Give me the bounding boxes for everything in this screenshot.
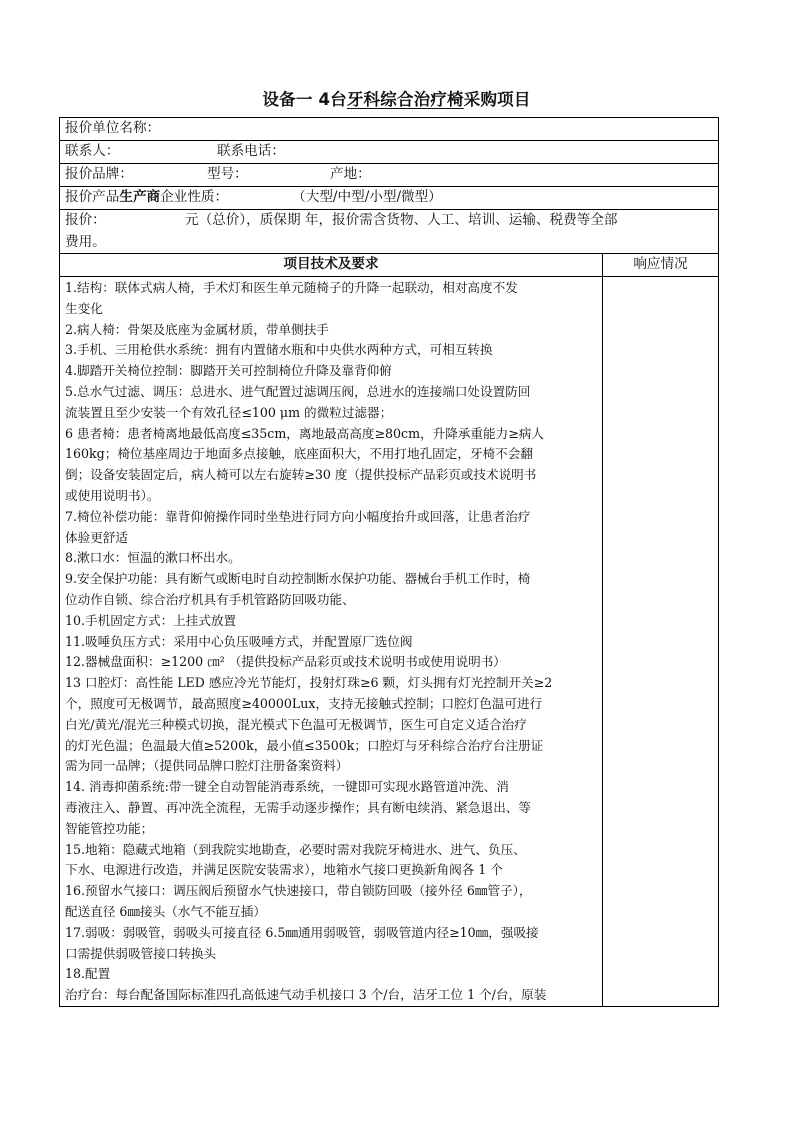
response-header: 响应情况 (603, 254, 719, 277)
requirement-line: 或使用说明书）。 (65, 487, 160, 503)
requirement-line: 14. 消毒抑菌系统:带一键全自动智能消毒系统，一键即可实现水路管道冲洗、消 (65, 779, 509, 795)
quote-unit-row (60, 118, 719, 141)
title-underlined: 牙科综合治疗椅 (346, 90, 464, 109)
requirement-line: 13 口腔灯：高性能 LED 感应冷光节能灯，投射灯珠≥6 颗，灯头拥有灯光控制开关≥2 (65, 675, 553, 691)
requirement-line: 11.吸唾负压方式：采用中心负压吸唾方式，并配置原厂选位阀 (65, 633, 413, 649)
requirement-line: 6 患者椅：患者椅离地最低高度≤35cm，离地最高高度≥80cm，升降承重能力≥病人 (65, 425, 544, 441)
requirements-row (60, 277, 719, 1007)
requirement-line: 智能管控功能； (65, 820, 154, 836)
requirement-line: 9.安全保护功能：具有断气或断电时自动控制断水保护功能、器械台手机工作时，椅 (65, 571, 531, 587)
requirement-line: 流装置且至少安装一个有效孔径≤100 μm 的微粒过滤器； (65, 404, 393, 420)
contact-row (60, 141, 719, 164)
requirement-line: 倒；设备安装固定后，病人椅可以左右旋转≥30 度（提供投标产品彩页或技术说明书 (65, 467, 537, 483)
enterprise-suffix: 企业性质： (160, 189, 229, 205)
requirement-line: 5.总水气过滤、调压：总进水、进气配置过滤调压阀，总进水的连接端口处设置防回 (65, 383, 531, 399)
requirement-line: 18.配置 (65, 966, 111, 982)
origin-label: 产地： (330, 166, 371, 182)
requirement-line: 16.预留水气接口：调压阀后预留水气快速接口，带自锁防回吸（接外径 6㎜管子）， (65, 883, 532, 899)
enterprise-bold: 生产商 (119, 189, 161, 205)
enterprise-row (60, 187, 719, 210)
requirements-cell (60, 277, 603, 1007)
title-suffix: 采购项目 (463, 90, 531, 109)
requirement-line: 的灯光色温；色温最大值≥5200k，最小值≤3500k；口腔灯与牙科综合治疗台注册证 (65, 737, 544, 753)
requirement-line: 8.漱口水：恒温的漱口杯出水。 (65, 550, 241, 566)
brand-label: 报价品牌： (65, 166, 133, 182)
requirement-line: 体验更舒适 (65, 529, 128, 545)
response-cell (603, 277, 719, 1007)
requirement-line: 15.地箱：隐藏式地箱（到我院实地勘查，必要时需对我院牙椅进水、进气、负压、 (65, 841, 526, 857)
requirement-line: 17.弱吸：弱吸管，弱吸头可接直径 6.5㎜通用弱吸管，弱吸管道内径≥10㎜，强吸接 (65, 924, 539, 940)
model-label: 型号： (207, 166, 248, 182)
procurement-table (59, 117, 719, 1007)
requirement-line: 治疗台：每台配备国际标准四孔高低速气动手机接口 3 个/台，洁牙工位 1 个/台，原装 (65, 987, 547, 1003)
requirement-line: 个，照度可无极调节，最高照度≥40000Lux，支持无接触式控制；口腔灯色温可进行 (65, 695, 543, 711)
requirement-line: 4.脚踏开关椅位控制：脚踏开关可控制椅位升降及靠背仰俯 (65, 363, 392, 379)
brand-row (60, 164, 719, 187)
quote-unit-label: 报价单位名称： (60, 118, 719, 141)
requirement-line: 需为同一品牌；（提供同品牌口腔灯注册备案资料） (65, 758, 349, 774)
enterprise-prefix: 报价产品 (65, 189, 120, 205)
requirement-line: 口需提供弱吸管接口转换头 (65, 945, 217, 961)
requirement-line: 配送直径 6㎜接头（水气不能互插） (65, 903, 266, 919)
enterprise-options: （大型/中型/小型/微型） (292, 189, 442, 205)
requirement-line: 1.结构：联体式病人椅，手术灯和医生单元随椅子的升降一起联动，相对高度不发 (65, 280, 518, 295)
requirements-header: 项目技术及要求 (60, 254, 603, 277)
requirement-line: 10.手机固定方式：上挂式放置 (65, 612, 237, 628)
title-prefix: 设备一 4台 (262, 90, 347, 109)
requirement-line: 生变化 (65, 300, 103, 316)
price-terms: 元（总价），质保期 年，报价需含货物、人工、培训、运输、税费等全部 (185, 212, 618, 228)
price-terms-cont: 费用。 (65, 233, 106, 250)
requirement-line: 12.器械盘面积：≥1200 ㎝² （提供投标产品彩页或技术说明书或使用说明书） (65, 654, 506, 670)
requirement-line: 3.手机、三用枪供水系统：拥有内置储水瓶和中央供水两种方式，可相互转换 (65, 342, 493, 358)
requirement-line: 位动作自锁、综合治疗机具有手机管路防回吸功能、 (65, 591, 355, 607)
requirement-line: 下水、电源进行改造，并满足医院安装需求），地箱水气接口更换新角阀各 1 个 (65, 862, 503, 878)
requirement-line: 160kg；椅位基座周边于地面多点接触，底座面积大，不用打地孔固定，牙椅不会翻 (65, 446, 533, 462)
contact-phone-label: 联系电话： (217, 143, 285, 159)
requirement-line: 毒液注入、静置、再冲洗全流程，无需手动逐步操作；具有断电续消、紧急退出、等 (65, 799, 531, 815)
price-label: 报价： (65, 212, 106, 228)
requirement-line: 白光/黄光/混光三种模式切换，混光模式下色温可无极调节，医生可自定义适合治疗 (65, 716, 527, 732)
price-row (60, 210, 719, 254)
page-title (0, 86, 793, 110)
contact-person-label: 联系人： (65, 143, 120, 159)
requirement-line: 2.病人椅：骨架及底座为金属材质，带单侧扶手 (65, 321, 329, 337)
requirement-line: 7.椅位补偿功能：靠背仰俯操作同时坐垫进行同方向小幅度抬升或回落，让患者治疗 (65, 508, 531, 524)
table-header-row (60, 254, 719, 277)
